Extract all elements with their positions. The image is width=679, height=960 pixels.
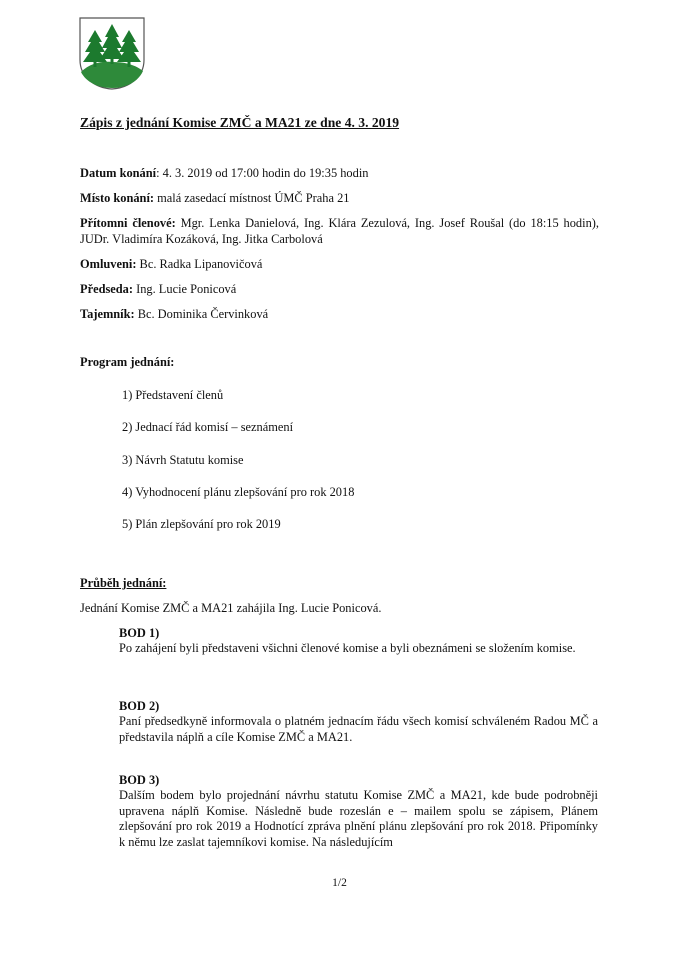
bod-2-label: BOD 2)	[119, 699, 160, 713]
meeting-date-value: : 4. 3. 2019 od 17:00 hodin do 19:35 hodin	[156, 166, 369, 180]
program-item: 3) Návrh Statutu komise	[122, 453, 244, 467]
chairperson-value: Ing. Lucie Ponicová	[133, 282, 237, 296]
meeting-date-label: Datum konání	[80, 166, 157, 180]
program-heading: Program jednání:	[80, 355, 175, 369]
chairperson	[80, 282, 599, 298]
meeting-place	[80, 191, 599, 207]
excused-label: Omluveni:	[80, 257, 137, 271]
program-item: 2) Jednací řád komisí – seznámení	[122, 420, 294, 434]
document-title: Zápis z jednání Komise ZMČ a MA21 ze dne 4. 3. 2019	[80, 115, 400, 130]
present-members	[80, 216, 599, 247]
excused-value: Bc. Radka Lipanovičová	[136, 257, 263, 271]
secretary-value: Bc. Dominika Červinková	[134, 307, 269, 321]
bod-1-text: Po zahájení byli představeni všichni členové komise a byli obeznámeni se složením komise.	[119, 641, 576, 655]
excused-members	[80, 257, 599, 273]
present-members-value: Mgr. Lenka Danielová, Ing. Klára Zezulová, Ing. Josef Roušal (do 18:15 hodin), JUDr. Vladimíra Kozáková, Ing. Jitka Carbolová	[80, 216, 599, 246]
page-number: 1/2	[332, 877, 347, 889]
bod-2-text: Paní předsedkyně informovala o platném jednacím řádu všech komisí schváleném Radou MČ a představila náplň a cíle Komise ZMČ a MA21.	[119, 714, 598, 744]
secretary-label: Tajemník:	[80, 307, 135, 321]
meeting-place-value: malá zasedací místnost ÚMČ Praha 21	[154, 191, 350, 205]
proceedings-intro: Jednání Komise ZMČ a MA21 zahájila Ing. Lucie Ponicová.	[80, 601, 382, 615]
meeting-place-label: Místo konání:	[80, 191, 155, 205]
secretary	[80, 307, 599, 323]
program-item: 4) Vyhodnocení plánu zlepšování pro rok 2018	[122, 485, 355, 499]
municipal-crest-logo	[78, 16, 146, 90]
bod-3-label: BOD 3)	[119, 773, 160, 787]
meeting-date	[80, 166, 599, 182]
proceedings-heading: Průběh jednání:	[80, 576, 167, 590]
chairperson-label: Předseda:	[80, 282, 133, 296]
present-members-label: Přítomni členové:	[80, 216, 176, 230]
program-item: 1) Představení členů	[122, 388, 224, 402]
bod-3-text: Dalším bodem bylo projednání návrhu statutu Komise ZMČ a MA21, kde bude podrobněji upravena náplň Komise. Následně bude rozeslán e – mailem spolu se zápisem, Plánem zlepšování pro rok 2019 a Hodnotící zpráva plnění plánu zlepšování pro rok 2018. Připomínky k němu lze zaslat tajemníkovi komise. Na následujícím	[119, 788, 598, 849]
bod-1-label: BOD 1)	[119, 626, 160, 640]
program-item: 5) Plán zlepšování pro rok 2019	[122, 517, 281, 531]
